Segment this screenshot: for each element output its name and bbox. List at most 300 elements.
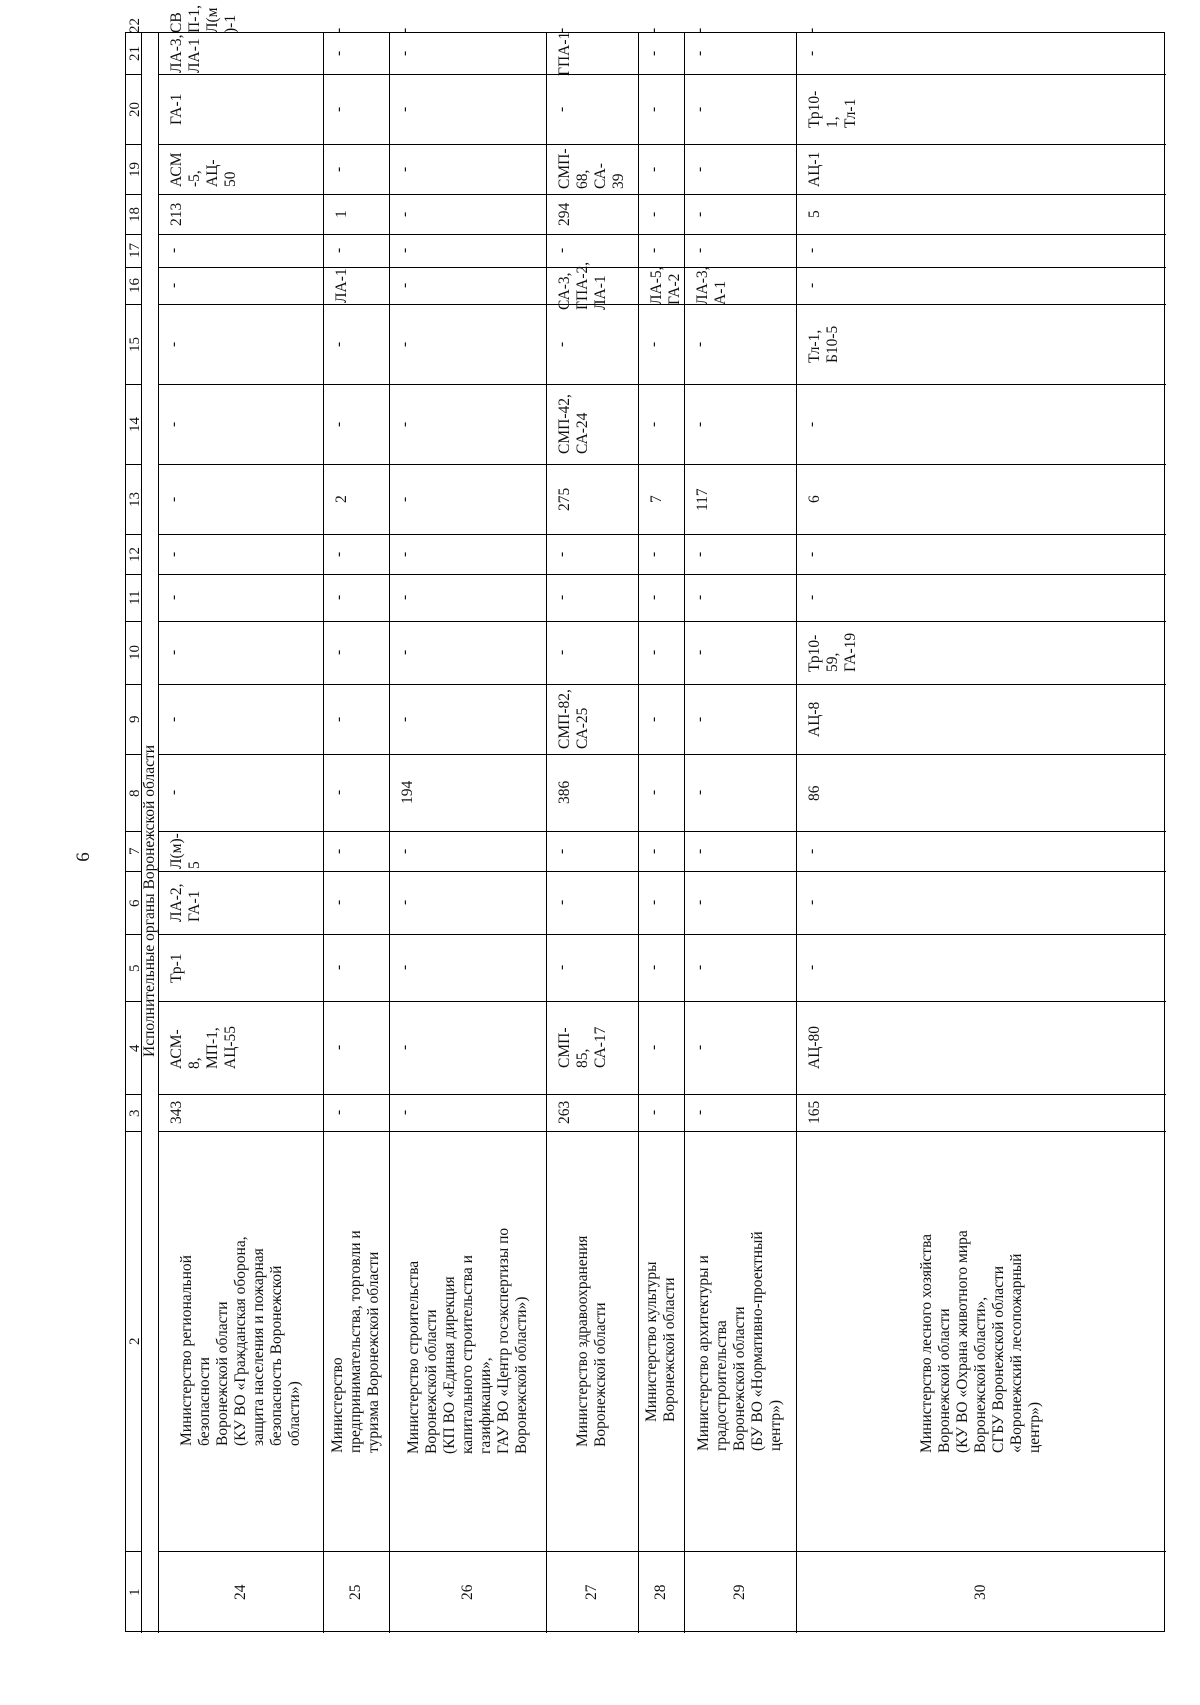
table-cell: 165 [806, 1100, 823, 1124]
table-horizontal-rule [389, 1551, 546, 1552]
table-cell: - [645, 166, 662, 172]
row-number: 25 [347, 1584, 364, 1600]
table-horizontal-rule [684, 464, 796, 465]
table-cell: - [691, 649, 708, 655]
table-horizontal-rule [158, 621, 323, 622]
table-vertical-rule [389, 33, 390, 1633]
table-cell: СМП-42, СА-24 [556, 394, 591, 454]
table-horizontal-rule [323, 464, 389, 465]
table-cell: - [645, 649, 662, 655]
table-cell: СМП- 85, СА-17 [556, 1026, 609, 1068]
table-cell: Тр10- 1, Тл-1 [806, 90, 859, 128]
table-horizontal-rule [323, 304, 389, 305]
table-horizontal-rule [638, 934, 684, 935]
table-horizontal-rule [126, 1001, 141, 1002]
table-cell: - [645, 848, 662, 854]
table-cell: - [330, 716, 347, 722]
column-number-11: 11 [126, 590, 143, 605]
table-horizontal-rule [126, 234, 141, 235]
table-horizontal-rule [546, 234, 638, 235]
table-cell: - [645, 716, 662, 722]
table-horizontal-rule [638, 871, 684, 872]
column-number-7: 7 [126, 847, 143, 855]
table-cell: - [691, 551, 708, 557]
table-cell: - [165, 649, 182, 655]
table-horizontal-rule [126, 267, 141, 268]
table-horizontal-rule [638, 1131, 684, 1132]
table-cell: 294 [556, 202, 573, 226]
table-cell: - [691, 848, 708, 854]
table-horizontal-rule [158, 304, 323, 305]
table-cell: - [645, 421, 662, 427]
table-horizontal-rule [638, 831, 684, 832]
table-cell: - [645, 899, 662, 905]
rotated-table [125, 5, 1165, 1632]
table-cell: - [645, 27, 662, 33]
table-horizontal-rule [638, 144, 684, 145]
table-horizontal-rule [684, 684, 796, 685]
table-cell: СМП-82, СА-25 [556, 689, 591, 749]
table-horizontal-rule [796, 871, 1166, 872]
table-horizontal-rule [638, 464, 684, 465]
table-horizontal-rule [126, 621, 141, 622]
table-horizontal-rule [684, 574, 796, 575]
table-horizontal-rule [323, 1001, 389, 1002]
table-horizontal-rule [796, 534, 1166, 535]
table-horizontal-rule [323, 1131, 389, 1132]
table-cell: - [396, 964, 413, 970]
organization-name: Министерство лесного хозяйства Воронежской области (КУ ВО «Охрана животного мира Воронежской области», СГБУ Воронежской области «Воронежский лесопожарный центр») [918, 1229, 1043, 1453]
table-horizontal-rule [126, 1131, 141, 1132]
table-cell: - [645, 106, 662, 112]
table-cell: - [553, 594, 570, 600]
table-horizontal-rule [126, 574, 141, 575]
table-horizontal-rule [389, 234, 546, 235]
table-horizontal-rule [546, 831, 638, 832]
table-cell: - [691, 899, 708, 905]
table-cell: Тр10- 59, ГА-19 [806, 632, 859, 672]
column-number-4: 4 [126, 1044, 143, 1052]
table-horizontal-rule [389, 74, 546, 75]
table-horizontal-rule [796, 1001, 1166, 1002]
table-horizontal-rule [684, 621, 796, 622]
table-horizontal-rule [158, 1001, 323, 1002]
table-horizontal-rule [389, 831, 546, 832]
table-horizontal-rule [158, 831, 323, 832]
table-cell: - [645, 594, 662, 600]
table-horizontal-rule [546, 934, 638, 935]
table-vertical-rule [546, 33, 547, 1633]
column-number-15: 15 [126, 336, 143, 352]
table-cell: ЛА-5, ГА-2 [648, 266, 683, 305]
table-cell: - [803, 247, 820, 253]
table-cell: - [691, 166, 708, 172]
table-horizontal-rule [684, 534, 796, 535]
table-cell: - [803, 421, 820, 427]
table-horizontal-rule [796, 574, 1166, 575]
table-cell: 263 [556, 1100, 573, 1124]
table-cell: - [165, 247, 182, 253]
table-horizontal-rule [638, 1094, 684, 1095]
table-horizontal-rule [684, 934, 796, 935]
table-cell: - [691, 594, 708, 600]
table-cell: 117 [694, 487, 711, 511]
table-horizontal-rule [323, 574, 389, 575]
column-number-19: 19 [126, 161, 143, 177]
table-cell: - [330, 1044, 347, 1050]
table-horizontal-rule [126, 144, 141, 145]
column-number-17: 17 [126, 243, 143, 258]
table-horizontal-rule [546, 464, 638, 465]
column-number-2: 2 [126, 1337, 143, 1345]
table-cell: - [330, 421, 347, 427]
table-cell: 194 [399, 780, 416, 804]
table-horizontal-rule [796, 934, 1166, 935]
table-horizontal-rule [323, 194, 389, 195]
table-cell: - [396, 496, 413, 502]
table-horizontal-rule [684, 1131, 796, 1132]
table-cell: - [165, 341, 182, 347]
table-horizontal-rule [158, 871, 323, 872]
row-number: 30 [972, 1584, 989, 1600]
table-horizontal-rule [389, 871, 546, 872]
table-horizontal-rule [546, 684, 638, 685]
table-cell: - [645, 341, 662, 347]
table-cell: - [691, 1044, 708, 1050]
table-horizontal-rule [546, 534, 638, 535]
table-horizontal-rule [126, 871, 141, 872]
table-cell: - [553, 899, 570, 905]
table-horizontal-rule [796, 234, 1166, 235]
table-cell: - [691, 27, 708, 33]
table-cell: - [396, 899, 413, 905]
table-horizontal-rule [323, 934, 389, 935]
table-horizontal-rule [546, 754, 638, 755]
table-horizontal-rule [389, 534, 546, 535]
table-horizontal-rule [389, 267, 546, 268]
table-cell: - [691, 716, 708, 722]
table-horizontal-rule [126, 194, 141, 195]
table-horizontal-rule [158, 934, 323, 935]
table-cell: - [553, 106, 570, 112]
table-cell: - [330, 848, 347, 854]
table-cell: - [330, 106, 347, 112]
column-number-18: 18 [126, 206, 143, 222]
table-horizontal-rule [158, 534, 323, 535]
table-cell: - [330, 964, 347, 970]
organization-name: Министерство строительства Воронежской области (КП ВО «Единая дирекция капитального строительства и газификации», ГАУ ВО «Центр госэкспертизы по Воронежской области») [404, 1227, 530, 1454]
table-horizontal-rule [638, 621, 684, 622]
table-horizontal-rule [323, 234, 389, 235]
table-vertical-rule [796, 33, 797, 1633]
table-cell: - [645, 789, 662, 795]
table-horizontal-rule [796, 1551, 1166, 1552]
table-cell: - [330, 649, 347, 655]
table-cell: 7 [648, 495, 665, 503]
table-cell: - [553, 964, 570, 970]
row-number: 27 [583, 1584, 600, 1600]
table-horizontal-rule [796, 684, 1166, 685]
table-horizontal-rule [389, 621, 546, 622]
table-cell: - [691, 964, 708, 970]
table-cell: ГПА-1 [556, 31, 573, 76]
table-cell: АЦ-80 [806, 1025, 823, 1069]
table-horizontal-rule [323, 754, 389, 755]
table-vertical-rule [684, 33, 685, 1633]
table-horizontal-rule [389, 384, 546, 385]
table-horizontal-rule [158, 684, 323, 685]
table-horizontal-rule [638, 194, 684, 195]
table-horizontal-rule [323, 534, 389, 535]
table-cell: - [691, 1109, 708, 1115]
table-cell: - [396, 341, 413, 347]
table-cell: - [396, 1109, 413, 1115]
table-horizontal-rule [158, 144, 323, 145]
table-vertical-rule [323, 33, 324, 1633]
table-horizontal-rule [323, 74, 389, 75]
table-cell: - [330, 594, 347, 600]
table-horizontal-rule [126, 754, 141, 755]
table-cell: - [330, 27, 347, 33]
column-number-5: 5 [126, 964, 143, 972]
table-cell: 86 [806, 785, 823, 801]
table-cell: ГА-1 [168, 93, 185, 125]
column-number-8: 8 [126, 789, 143, 797]
table-cell: - [553, 649, 570, 655]
table-horizontal-rule [546, 574, 638, 575]
table-horizontal-rule [796, 74, 1166, 75]
table-cell: - [330, 1109, 347, 1115]
table-cell: - [165, 716, 182, 722]
table-horizontal-rule [638, 1001, 684, 1002]
table-cell: - [330, 50, 347, 56]
table-horizontal-rule [389, 754, 546, 755]
table-horizontal-rule [158, 267, 323, 268]
table-horizontal-rule [158, 1551, 323, 1552]
column-number-20: 20 [126, 101, 143, 117]
table-cell: - [330, 341, 347, 347]
row-number: 24 [231, 1584, 249, 1600]
column-number-1: 1 [126, 1588, 143, 1596]
column-number-3: 3 [126, 1109, 143, 1117]
table-cell: - [553, 341, 570, 347]
organization-name: Министерство региональной безопасности Воронежской области (КУ ВО «Гражданская оборона, защита населения и пожарная безопасность Воронежской области») [177, 1236, 303, 1446]
table-horizontal-rule [684, 384, 796, 385]
table-horizontal-rule [638, 1551, 684, 1552]
table-cell: - [396, 211, 413, 217]
table-cell: 6 [806, 495, 823, 503]
table-horizontal-rule [684, 831, 796, 832]
organization-name: Министерство предпринимательства, торговли и туризма Воронежской области [329, 1229, 382, 1453]
table-horizontal-rule [546, 621, 638, 622]
table-horizontal-rule [796, 621, 1166, 622]
table-horizontal-rule [323, 384, 389, 385]
table-cell: - [803, 848, 820, 854]
table-cell: - [396, 421, 413, 427]
table-cell: - [396, 106, 413, 112]
table-cell: АЦ-8 [806, 701, 823, 737]
row-number: 29 [731, 1584, 748, 1600]
table-horizontal-rule [323, 1094, 389, 1095]
column-number-12: 12 [126, 546, 143, 562]
table-cell: 275 [556, 487, 573, 511]
table-cell: - [691, 50, 708, 56]
table-horizontal-rule [323, 621, 389, 622]
table-horizontal-rule [126, 1094, 141, 1095]
table-horizontal-rule [546, 1131, 638, 1132]
table-cell: Тл-1, Б10-5 [806, 325, 841, 363]
organization-name: Министерство архитектуры и градостроительства Воронежской области (БУ ВО «Нормативно-проектный центр») [695, 1231, 784, 1451]
table-cell: - [691, 211, 708, 217]
table-cell: - [553, 27, 570, 33]
table-horizontal-rule [796, 267, 1166, 268]
table-horizontal-rule [638, 754, 684, 755]
table-cell: - [396, 27, 413, 33]
table-horizontal-rule [638, 74, 684, 75]
table-horizontal-rule [684, 234, 796, 235]
table-cell: ЛА-1 [333, 268, 350, 303]
table-horizontal-rule [158, 74, 323, 75]
table-horizontal-rule [389, 194, 546, 195]
table-cell: - [553, 551, 570, 557]
column-number-6: 6 [126, 899, 143, 907]
column-number-10: 10 [126, 645, 143, 660]
table-cell: - [396, 649, 413, 655]
table-cell: Тр-1 [168, 952, 185, 983]
table-cell: - [803, 50, 820, 56]
table-horizontal-rule [158, 1094, 323, 1095]
table-cell: - [165, 421, 182, 427]
table-horizontal-rule [158, 384, 323, 385]
table-cell: - [803, 551, 820, 557]
table-cell: - [803, 27, 820, 33]
page-number: 6 [73, 852, 94, 862]
table-horizontal-rule [389, 464, 546, 465]
row-number: 28 [652, 1584, 669, 1600]
section-title: Исполнительные органы Воронежской области [140, 744, 158, 1057]
column-number-9: 9 [126, 715, 143, 723]
table-horizontal-rule [158, 574, 323, 575]
table-horizontal-rule [389, 1001, 546, 1002]
table-horizontal-rule [546, 1551, 638, 1552]
table-cell: АСМ -5, АЦ- 50 [168, 151, 239, 187]
table-horizontal-rule [158, 754, 323, 755]
table-cell: - [396, 282, 413, 288]
table-horizontal-rule [389, 1131, 546, 1132]
table-cell: - [645, 211, 662, 217]
table-horizontal-rule [389, 144, 546, 145]
table-cell: - [803, 282, 820, 288]
table-horizontal-rule [546, 384, 638, 385]
table-horizontal-rule [684, 871, 796, 872]
table-cell: - [165, 496, 182, 502]
organization-name: Министерство культуры Воронежской области [643, 1260, 678, 1422]
table-horizontal-rule [126, 534, 141, 535]
table-horizontal-rule [126, 684, 141, 685]
table-cell: 5 [806, 210, 823, 218]
table-cell: 213 [168, 202, 185, 226]
table-horizontal-rule [796, 1131, 1166, 1132]
table-horizontal-rule [323, 1551, 389, 1552]
table-horizontal-rule [158, 234, 323, 235]
table-cell: - [803, 964, 820, 970]
table-horizontal-rule [389, 934, 546, 935]
table-cell: - [645, 551, 662, 557]
table-horizontal-rule [796, 144, 1166, 145]
table-horizontal-rule [684, 754, 796, 755]
table-horizontal-rule [796, 384, 1166, 385]
table-cell: - [396, 848, 413, 854]
table-horizontal-rule [638, 534, 684, 535]
table-cell: 2 [333, 495, 350, 503]
table-cell: ЛА-3, ЛА-1 [168, 34, 203, 73]
table-cell: - [691, 106, 708, 112]
table-horizontal-rule [796, 464, 1166, 465]
column-number-13: 13 [126, 491, 143, 507]
table-cell: - [691, 789, 708, 795]
table-cell: - [691, 341, 708, 347]
table-horizontal-rule [126, 304, 141, 305]
table-horizontal-rule [684, 1551, 796, 1552]
table-cell: - [553, 247, 570, 253]
table-horizontal-rule [546, 1001, 638, 1002]
table-cell: СВ П-1, Л(м )-1 [168, 5, 239, 33]
table-horizontal-rule [796, 304, 1166, 305]
table-cell: - [396, 716, 413, 722]
table-horizontal-rule [323, 684, 389, 685]
table-cell: АСМ- 8, МП-1, АЦ-55 [168, 1025, 239, 1069]
table-cell: - [803, 899, 820, 905]
table-cell: - [330, 166, 347, 172]
table-cell: - [691, 247, 708, 253]
column-number-22: 22 [126, 18, 143, 33]
table-horizontal-rule [158, 464, 323, 465]
table-horizontal-rule [546, 194, 638, 195]
table-cell: - [165, 594, 182, 600]
table-vertical-rule [638, 33, 639, 1633]
table-horizontal-rule [126, 831, 141, 832]
table-horizontal-rule [796, 1094, 1166, 1095]
table-cell: - [330, 551, 347, 557]
table-horizontal-rule [546, 144, 638, 145]
table-cell: - [396, 551, 413, 557]
column-number-21: 21 [126, 46, 143, 61]
table-horizontal-rule [126, 934, 141, 935]
table-cell: - [330, 789, 347, 795]
table-cell: - [165, 551, 182, 557]
table-horizontal-rule [684, 1001, 796, 1002]
table-cell: ЛА-3, А-1 [694, 266, 729, 305]
table-horizontal-rule [323, 871, 389, 872]
table-cell: - [645, 50, 662, 56]
table-cell: - [645, 964, 662, 970]
table-cell: 343 [168, 1100, 185, 1124]
table-horizontal-rule [389, 304, 546, 305]
table-horizontal-rule [126, 464, 141, 465]
table-horizontal-rule [684, 144, 796, 145]
organization-name: Министерство здравоохранения Воронежской области [574, 1235, 609, 1447]
table-horizontal-rule [126, 384, 141, 385]
table-cell: - [396, 594, 413, 600]
table-horizontal-rule [389, 1094, 546, 1095]
table-cell: СА-3, ГПА-2, ЛА-1 [556, 261, 609, 310]
table-cell: - [803, 594, 820, 600]
table-cell: - [330, 247, 347, 253]
table-cell: - [396, 247, 413, 253]
table-cell: СМП- 68, СА- 39 [556, 148, 627, 189]
table-horizontal-rule [389, 684, 546, 685]
table-horizontal-rule [638, 684, 684, 685]
